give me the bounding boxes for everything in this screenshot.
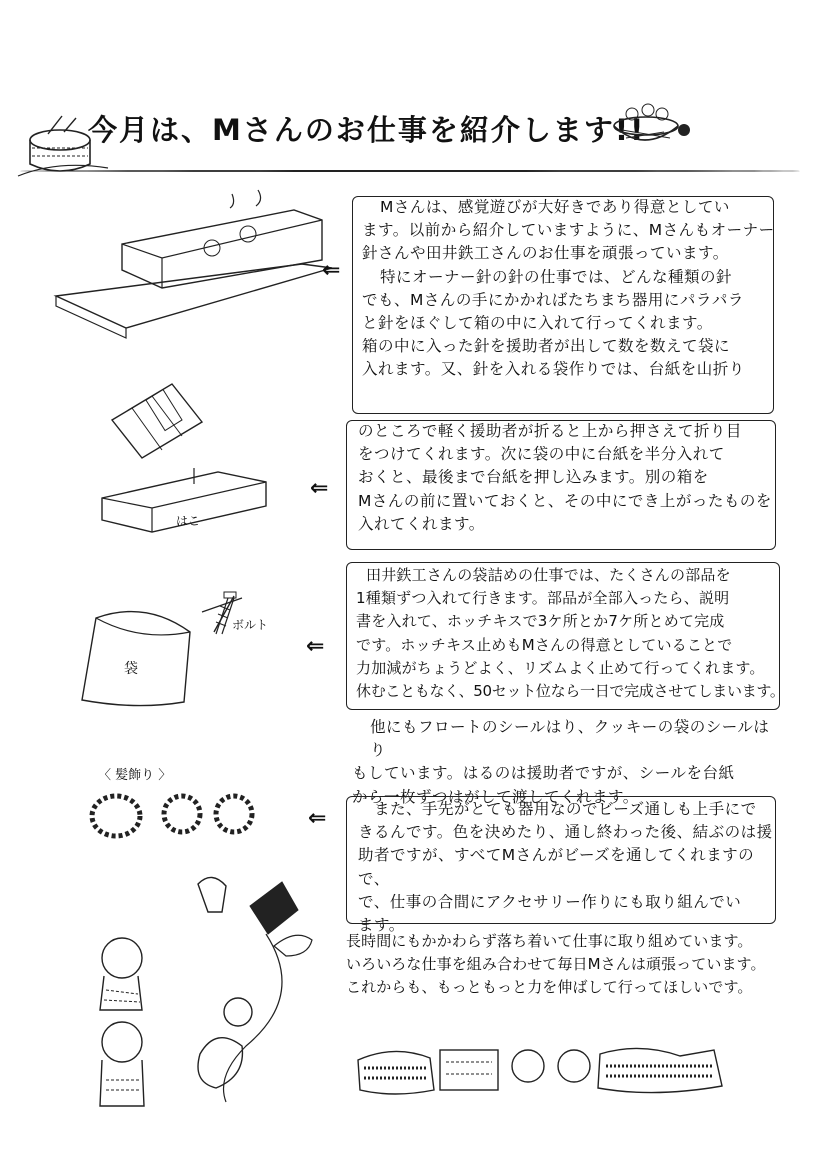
text-line: をつけてくれます。次に袋の中に台紙を半分入れて	[358, 445, 725, 464]
text-line: もしています。はるのは援助者ですが、シールを台紙	[352, 764, 735, 783]
text-line: 1種類ずつ入れて行きます。部品が全部入ったら、説明	[356, 589, 730, 608]
title-underline	[20, 170, 800, 172]
text-line: 針さんや田井鉄工さんのお仕事を頑張っています。	[362, 244, 729, 263]
box-label: はこ	[176, 514, 201, 528]
arrow-icon: ⇐	[310, 476, 329, 501]
text-line: いろいろな仕事を組み合わせて毎日Mさんは頑張っています。	[346, 955, 766, 974]
paragraph-bolt	[356, 564, 786, 703]
text-line: から一枚ずつはがして渡してくれます。	[352, 787, 639, 806]
text-line: 田井鉄工さんの袋詰めの仕事では、たくさんの部品を	[366, 566, 731, 584]
text-line: と針をほぐして箱の中に入れて行ってくれます。	[362, 314, 713, 333]
paragraph-closing	[346, 930, 786, 1000]
arrow-icon: ⇐	[322, 258, 341, 283]
bottom-illustration-row	[354, 1040, 734, 1100]
beads-illustration	[86, 790, 266, 854]
paragraph-bag	[358, 420, 778, 536]
text-line: 特にオーナー針の針の仕事では、どんな種類の針	[380, 267, 733, 286]
text-line: また、手先がとても器用なのでビーズ通しも上手にで	[374, 800, 757, 818]
text-line: で、仕事の合間にアクセサリー作りにも取り組んでい	[358, 892, 742, 911]
page-title: 今月は、Mさんのお仕事を紹介します!!	[88, 113, 646, 147]
tray-illustration	[98, 462, 278, 556]
bag-label: 袋	[124, 661, 138, 677]
characters-illustration	[86, 930, 176, 1124]
text-line: おくと、最後まで台紙を押し込みます。別の箱を	[358, 468, 709, 487]
text-line: Mさんは、感覚遊びが大好きであり得意としてい	[380, 198, 730, 216]
needle-package-illustration	[102, 370, 212, 464]
paragraph-needle	[362, 196, 782, 382]
text-line: 書を入れて、ホッチキスで3ケ所とか7ケ所とめて完成	[356, 612, 725, 631]
basket-illustration	[598, 96, 698, 166]
text-line: ます。以前から紹介していますように、Mさんもオーナー	[362, 221, 775, 240]
title-decoration-right	[598, 96, 698, 170]
text-line: ます。	[358, 916, 405, 935]
box-illustration	[52, 188, 342, 342]
kite-illustration	[186, 876, 346, 1110]
text-line: 助者ですが、すべてMさんがビーズを通してくれますので、	[358, 846, 755, 888]
text-line: でも、Mさんの手にかかればたちまち器用にパラパラ	[362, 290, 744, 309]
paragraph-beads	[358, 798, 778, 937]
text-line: Mさんの前に置いておくと、その中にでき上がったものを	[358, 491, 772, 510]
text-line: 休むこともなく、50セット位なら一日で完成させてしまいます。	[356, 682, 785, 701]
beads-caption: 〈 髪飾り 〉	[98, 768, 172, 783]
text-line: きるんです。色を決めたり、通し終わった後、結ぶのは援	[358, 823, 773, 842]
arrow-icon: ⇐	[308, 806, 327, 831]
text-line: 力加減がちょうどよく、リズムよく止めて行ってくれます。	[356, 658, 765, 677]
bolt-label: ボルト	[232, 618, 269, 632]
text-line: 他にもフロートのシールはり、クッキーの袋のシールはり	[370, 718, 770, 760]
text-line: 長時間にもかかわらず落ち着いて仕事に取り組めています。	[346, 932, 753, 950]
text-line: 箱の中に入った針を援助者が出して数を数えて袋に	[362, 337, 731, 356]
paragraph-float	[352, 716, 782, 809]
text-line: 入れてくれます。	[358, 514, 485, 533]
text-line: これからも、もっともっと力を伸ばして行ってほしいです。	[346, 978, 753, 997]
text-line: のところで軽く援助者が折ると上から押さえて折り目	[358, 422, 742, 440]
text-line: です。ホッチキス止めもMさんの得意としていることで	[356, 635, 733, 654]
parts-bag-illustration	[66, 592, 206, 716]
arrow-icon: ⇐	[306, 634, 325, 659]
text-line: 入れます。又、針を入れる袋作りでは、台紙を山折り	[362, 360, 745, 379]
